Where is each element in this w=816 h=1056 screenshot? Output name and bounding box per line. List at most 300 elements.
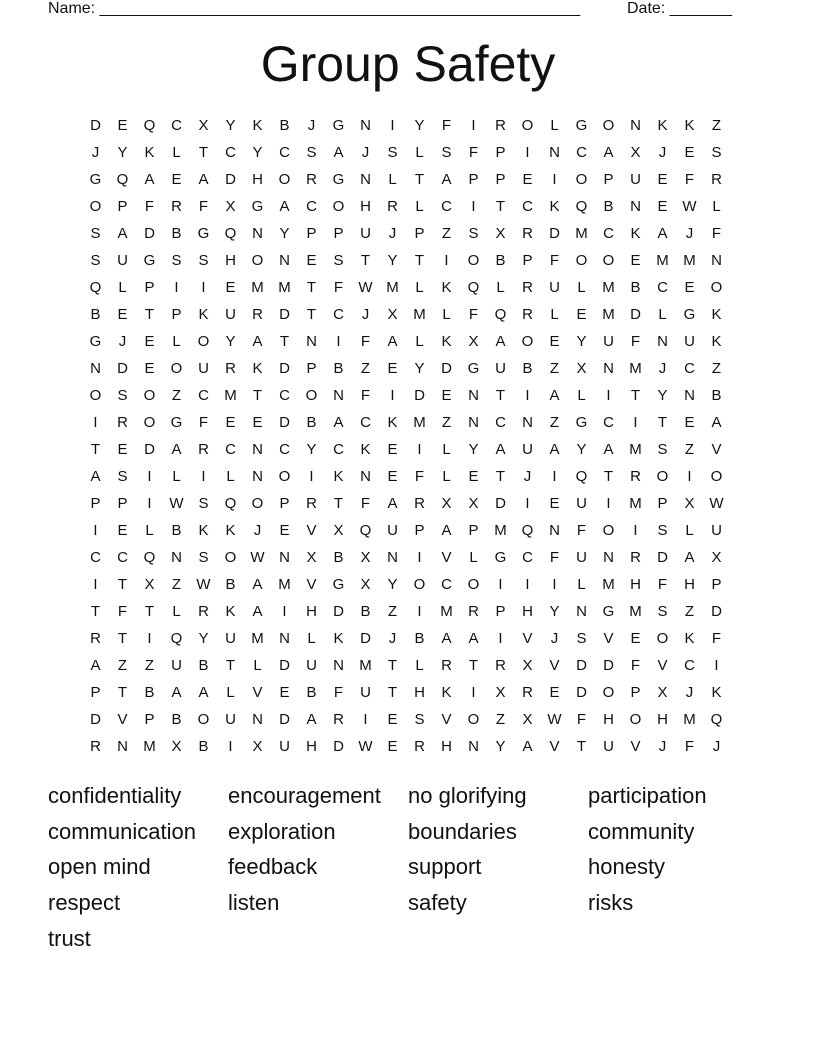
grid-letter: A [684, 549, 695, 566]
grid-letter: Z [441, 414, 452, 431]
grid-letter: E [630, 630, 641, 647]
grid-letter: K [252, 117, 263, 134]
grid-letter: U [630, 171, 641, 188]
grid-letter: R [522, 306, 533, 323]
grid-letter: O [575, 252, 588, 269]
grid-letter: C [360, 414, 371, 431]
grid-letter: I [606, 495, 611, 512]
grid-row [82, 328, 730, 355]
grid-letter: B [414, 630, 425, 647]
grid-letter: E [630, 252, 641, 269]
grid-letter: K [657, 117, 668, 134]
word-bank-item: safety [408, 890, 467, 916]
grid-letter: V [549, 657, 560, 674]
grid-letter: N [252, 225, 263, 242]
grid-letter: T [414, 252, 425, 269]
grid-letter: T [144, 603, 155, 620]
grid-letter: T [576, 738, 587, 755]
grid-letter: M [629, 360, 642, 377]
grid-letter: X [387, 306, 398, 323]
grid-letter: Y [225, 117, 236, 134]
grid-letter: R [198, 603, 209, 620]
grid-letter: O [710, 468, 723, 485]
grid-letter: L [712, 198, 721, 215]
grid-letter: Q [710, 711, 723, 728]
grid-letter: Y [198, 630, 209, 647]
grid-letter: N [603, 360, 614, 377]
grid-letter: D [333, 603, 344, 620]
grid-letter: O [278, 171, 291, 188]
name-field-label: Name: ______________________________________________________ [48, 0, 581, 17]
grid-letter: Y [576, 441, 587, 458]
grid-letter: B [630, 279, 641, 296]
grid-letter: Y [387, 576, 398, 593]
grid-letter: F [117, 603, 128, 620]
grid-letter: H [252, 171, 263, 188]
grid-letter: N [279, 549, 290, 566]
grid-letter: T [333, 495, 344, 512]
grid-letter: F [360, 333, 371, 350]
grid-letter: K [225, 522, 236, 539]
grid-letter: M [413, 306, 426, 323]
grid-letter: N [630, 117, 641, 134]
grid-letter: P [630, 684, 641, 701]
grid-letter: E [522, 171, 533, 188]
grid-letter: Z [549, 414, 560, 431]
grid-letter: N [90, 360, 101, 377]
grid-letter: E [657, 171, 668, 188]
grid-letter: A [387, 333, 398, 350]
grid-letter: L [442, 441, 451, 458]
grid-letter: K [684, 630, 695, 647]
grid-letter: B [198, 738, 209, 755]
grid-letter: A [603, 441, 614, 458]
grid-letter: O [197, 333, 210, 350]
grid-letter: I [633, 522, 638, 539]
word-bank-item: feedback [228, 854, 318, 880]
grid-letter: U [198, 360, 209, 377]
grid-letter: U [171, 657, 182, 674]
grid-letter: R [522, 684, 533, 701]
word-bank-item: boundaries [408, 818, 517, 844]
grid-row [82, 409, 730, 436]
grid-letter: C [171, 117, 182, 134]
grid-letter: X [360, 549, 371, 566]
grid-letter: F [333, 684, 344, 701]
grid-letter: C [603, 414, 614, 431]
grid-letter: T [603, 468, 614, 485]
grid-letter: E [144, 360, 155, 377]
grid-letter: L [172, 144, 181, 161]
grid-letter: N [603, 549, 614, 566]
puzzle-title: Group Safety [260, 36, 556, 92]
grid-letter: D [441, 360, 452, 377]
grid-letter: O [143, 387, 156, 404]
grid-letter: A [441, 522, 452, 539]
grid-letter: R [198, 441, 209, 458]
grid-letter: A [252, 603, 263, 620]
grid-letter: L [469, 549, 478, 566]
grid-letter: K [711, 684, 722, 701]
grid-letter: O [467, 576, 480, 593]
grid-letter: W [358, 279, 373, 296]
grid-letter: E [225, 279, 236, 296]
grid-letter: E [306, 252, 317, 269]
grid-letter: K [198, 306, 209, 323]
grid-letter: K [711, 333, 722, 350]
grid-letter: D [576, 684, 587, 701]
word-bank-item: no glorifying [408, 783, 527, 808]
grid-letter: D [279, 360, 290, 377]
grid-letter: T [279, 333, 290, 350]
grid-letter: B [360, 603, 371, 620]
grid-letter: N [684, 387, 695, 404]
grid-letter: A [387, 495, 398, 512]
grid-letter: F [711, 225, 722, 242]
grid-letter: R [171, 198, 182, 215]
grid-letter: N [171, 549, 182, 566]
grid-letter: V [630, 738, 641, 755]
grid-letter: E [576, 306, 587, 323]
grid-letter: F [360, 495, 371, 512]
grid-letter: Z [684, 441, 695, 458]
grid-letter: B [306, 414, 317, 431]
word-bank-item: listen [228, 890, 280, 916]
grid-letter: N [576, 603, 587, 620]
grid-letter: K [630, 225, 641, 242]
grid-letter: K [711, 306, 722, 323]
grid-letter: C [684, 657, 695, 674]
grid-letter: I [417, 441, 422, 458]
grid-letter: C [522, 549, 533, 566]
grid-letter: C [495, 414, 506, 431]
grid-letter: A [171, 684, 182, 701]
grid-letter: I [93, 576, 98, 593]
grid-row [82, 652, 730, 679]
grid-letter: V [441, 549, 452, 566]
grid-letter: L [685, 522, 694, 539]
grid-letter: Z [711, 117, 722, 134]
grid-letter: L [577, 279, 586, 296]
word-bank-item: communication [48, 818, 196, 844]
grid-letter: X [522, 711, 533, 728]
grid-letter: M [251, 630, 264, 647]
grid-letter: J [361, 144, 370, 161]
grid-letter: X [225, 198, 236, 215]
grid-letter: Y [576, 333, 587, 350]
grid-letter: G [251, 198, 264, 215]
grid-letter: R [414, 738, 425, 755]
grid-letter: F [711, 630, 722, 647]
grid-row [82, 598, 730, 625]
grid-letter: M [224, 387, 237, 404]
grid-letter: X [495, 225, 506, 242]
grid-letter: L [442, 468, 451, 485]
grid-letter: N [252, 441, 263, 458]
grid-letter: D [360, 630, 371, 647]
grid-letter: P [117, 495, 128, 512]
grid-letter: U [576, 495, 587, 512]
grid-letter: I [525, 576, 530, 593]
grid-letter: L [307, 630, 316, 647]
grid-letter: U [360, 684, 371, 701]
grid-letter: O [332, 198, 345, 215]
grid-letter: Q [575, 198, 588, 215]
grid-letter: E [549, 495, 560, 512]
grid-letter: E [657, 198, 668, 215]
grid-letter: F [198, 198, 209, 215]
grid-letter: N [360, 171, 371, 188]
grid-letter: S [711, 144, 722, 161]
grid-letter: H [603, 711, 614, 728]
grid-letter: I [471, 198, 476, 215]
grid-letter: O [521, 333, 534, 350]
grid-letter: R [495, 657, 506, 674]
grid-letter: B [522, 360, 533, 377]
word-bank [48, 778, 768, 956]
grid-letter: O [251, 252, 264, 269]
grid-letter: I [363, 711, 368, 728]
grid-letter: R [522, 279, 533, 296]
grid-letter: A [711, 414, 722, 431]
date-field-label: Date: _______ [627, 0, 732, 17]
grid-letter: U [522, 441, 533, 458]
grid-letter: F [684, 738, 695, 755]
grid-letter: E [117, 441, 128, 458]
grid-letter: I [633, 414, 638, 431]
grid-letter: C [279, 144, 290, 161]
grid-letter: M [683, 711, 696, 728]
grid-letter: F [630, 657, 641, 674]
grid-letter: K [441, 684, 452, 701]
grid-letter: G [575, 414, 588, 431]
grid-row [82, 571, 730, 598]
grid-row [82, 193, 730, 220]
grid-letter: D [333, 738, 344, 755]
grid-letter: D [144, 441, 155, 458]
grid-letter: R [306, 171, 317, 188]
grid-letter: X [171, 738, 182, 755]
grid-letter: G [143, 252, 156, 269]
grid-letter: M [602, 306, 615, 323]
grid-letter: L [577, 387, 586, 404]
grid-letter: A [441, 171, 452, 188]
grid-letter: F [630, 333, 641, 350]
grid-letter: D [90, 117, 101, 134]
grid-letter: L [496, 279, 505, 296]
grid-letter: V [657, 657, 668, 674]
grid-letter: Q [143, 117, 156, 134]
grid-letter: D [630, 306, 641, 323]
grid-letter: B [198, 657, 209, 674]
grid-letter: I [93, 414, 98, 431]
grid-letter: N [549, 522, 560, 539]
grid-letter: K [225, 603, 236, 620]
grid-letter: M [359, 657, 372, 674]
grid-letter: L [415, 657, 424, 674]
grid-row [82, 517, 730, 544]
grid-letter: A [306, 711, 317, 728]
grid-letter: D [90, 711, 101, 728]
grid-letter: P [468, 171, 479, 188]
grid-letter: K [441, 333, 452, 350]
grid-letter: N [468, 738, 479, 755]
grid-letter: M [629, 441, 642, 458]
grid-letter: Y [549, 603, 560, 620]
grid-letter: A [522, 738, 533, 755]
grid-letter: Z [171, 576, 182, 593]
grid-letter: J [388, 630, 397, 647]
grid-letter: E [468, 468, 479, 485]
grid-letter: G [467, 360, 480, 377]
grid-letter: O [602, 522, 615, 539]
grid-letter: U [576, 549, 587, 566]
grid-letter: F [576, 522, 587, 539]
grid-letter: N [630, 198, 641, 215]
grid-letter: C [522, 198, 533, 215]
grid-letter: A [144, 171, 155, 188]
grid-letter: K [441, 279, 452, 296]
grid-letter: E [387, 441, 398, 458]
grid-letter: Z [441, 225, 452, 242]
grid-letter: D [414, 387, 425, 404]
grid-letter: T [252, 387, 263, 404]
grid-letter: U [306, 657, 317, 674]
grid-letter: C [603, 225, 614, 242]
grid-letter: P [144, 279, 155, 296]
grid-letter: Z [117, 657, 128, 674]
grid-letter: E [684, 279, 695, 296]
grid-row [82, 274, 730, 301]
grid-letter: K [144, 144, 155, 161]
grid-letter: B [90, 306, 101, 323]
grid-letter: L [388, 171, 397, 188]
grid-letter: X [684, 495, 695, 512]
grid-letter: E [549, 333, 560, 350]
grid-letter: E [684, 414, 695, 431]
word-bank-item: community [588, 818, 695, 844]
grid-letter: M [494, 522, 507, 539]
grid-letter: P [414, 522, 425, 539]
grid-letter: I [525, 144, 530, 161]
word-bank-item: encouragement [228, 783, 381, 808]
grid-letter: X [468, 495, 479, 512]
grid-letter: R [414, 495, 425, 512]
grid-letter: I [606, 387, 611, 404]
grid-letter: M [602, 576, 615, 593]
grid-letter: X [468, 333, 479, 350]
grid-letter: U [495, 360, 506, 377]
grid-letter: Q [224, 495, 237, 512]
grid-letter: Y [414, 360, 425, 377]
grid-letter: P [468, 522, 479, 539]
grid-letter: O [656, 468, 669, 485]
grid-letter: L [442, 306, 451, 323]
grid-letter: F [549, 549, 560, 566]
grid-letter: T [360, 252, 371, 269]
grid-letter: X [441, 495, 452, 512]
grid-letter: B [171, 522, 182, 539]
grid-letter: P [495, 144, 506, 161]
grid-letter: A [117, 225, 128, 242]
grid-letter: R [306, 495, 317, 512]
grid-letter: C [198, 387, 209, 404]
word-bank-item: honesty [588, 854, 666, 880]
grid-letter: V [522, 630, 533, 647]
grid-letter: F [549, 252, 560, 269]
grid-letter: R [630, 468, 641, 485]
word-bank-item: support [408, 854, 482, 880]
grid-letter: B [306, 684, 317, 701]
grid-letter: U [225, 630, 236, 647]
grid-letter: C [279, 387, 290, 404]
grid-letter: K [684, 117, 695, 134]
grid-letter: I [417, 549, 422, 566]
grid-letter: Z [711, 360, 722, 377]
grid-letter: I [201, 279, 206, 296]
grid-letter: R [387, 198, 398, 215]
grid-letter: W [196, 576, 211, 593]
letter-grid [82, 112, 730, 760]
grid-letter: E [387, 738, 398, 755]
grid-letter: O [251, 495, 264, 512]
grid-letter: I [525, 495, 530, 512]
grid-letter: V [306, 522, 317, 539]
grid-letter: O [170, 360, 183, 377]
grid-letter: E [279, 684, 290, 701]
grid-letter: I [93, 522, 98, 539]
grid-letter: S [90, 252, 101, 269]
grid-letter: A [279, 198, 290, 215]
grid-letter: H [684, 576, 695, 593]
grid-letter: I [552, 171, 557, 188]
grid-letter: S [198, 549, 209, 566]
grid-letter: L [415, 333, 424, 350]
grid-letter: P [495, 603, 506, 620]
grid-letter: L [172, 603, 181, 620]
grid-letter: Q [143, 549, 156, 566]
grid-letter: A [657, 225, 668, 242]
grid-letter: F [414, 468, 425, 485]
grid-letter: O [278, 468, 291, 485]
grid-letter: E [387, 711, 398, 728]
grid-letter: U [603, 333, 614, 350]
grid-letter: P [657, 495, 668, 512]
grid-letter: X [657, 684, 668, 701]
grid-letter: O [467, 252, 480, 269]
grid-letter: B [333, 360, 344, 377]
grid-letter: E [117, 306, 128, 323]
grid-letter: I [498, 576, 503, 593]
grid-letter: Y [495, 738, 506, 755]
grid-letter: V [441, 711, 452, 728]
grid-letter: O [224, 549, 237, 566]
grid-letter: R [90, 630, 101, 647]
grid-letter: J [550, 630, 559, 647]
grid-letter: V [549, 738, 560, 755]
grid-letter: R [225, 360, 236, 377]
grid-letter: U [225, 711, 236, 728]
grid-letter: U [360, 225, 371, 242]
grid-letter: R [117, 414, 128, 431]
grid-letter: O [89, 387, 102, 404]
grid-letter: I [552, 576, 557, 593]
grid-letter: N [333, 657, 344, 674]
word-bank-item: respect [48, 890, 121, 916]
grid-letter: Z [549, 360, 560, 377]
grid-letter: N [306, 333, 317, 350]
grid-letter: O [89, 198, 102, 215]
